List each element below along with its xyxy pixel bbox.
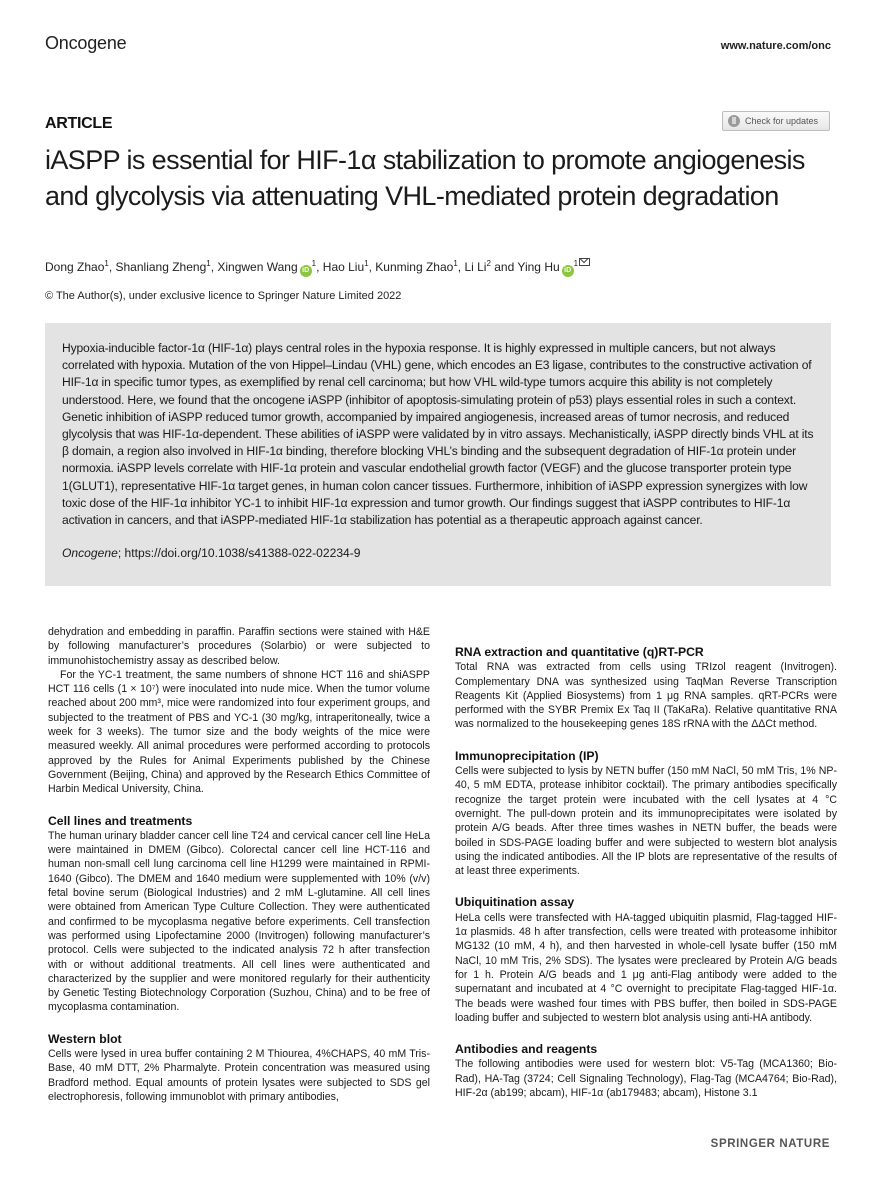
affiliation-number: 1 (364, 259, 369, 268)
affiliation-number: 1 (206, 259, 211, 268)
citation-journal: Oncogene (62, 546, 118, 561)
copyright-notice: © The Author(s), under exclusive licence to Springer Nature Limited 2022 (45, 290, 402, 302)
author-name[interactable]: Dong Zhao (45, 260, 105, 274)
section-heading: Ubiquitination assay (455, 895, 575, 910)
check-for-updates-button[interactable] (722, 111, 830, 131)
author-name[interactable]: Xingwen Wang (217, 260, 298, 274)
section-heading: Western blot (48, 1031, 122, 1046)
body-paragraph: dehydration and embedding in paraffin. Paraffin sections were stained with H&E by following manufacturer’s procedures (Solarbio) or were subjected to immunohistochemistry assay as described below. (48, 626, 430, 667)
journal-site-link[interactable]: www.nature.com/onc (720, 40, 831, 52)
mail-icon[interactable] (579, 258, 590, 266)
section-text: Cells were subjected to lysis by NETN buffer (150 mM NaCl, 50 mM Tris, 1% NP- 40, 5 mM EDTA, protease inhibitor cocktail). The primary antibodies specifically recognize the target protein were incubated with the cell lysates at 4 °C overnight. The pull-down protein and its immunoprecipitates were isolated by protein A/G beads. After three times washes in NETN buffer, the beads were boiled in SDS-PAGE loading buffer and were subjected to western blot analysis using the indicated antibodies. All the IP blots are representative of the results of at least three experiments. (455, 765, 837, 878)
bookmark-icon (728, 115, 740, 127)
author-name[interactable]: Shanliang Zheng (115, 260, 207, 274)
springer-nature-logo: SPRINGER NATURE (710, 1138, 830, 1150)
body-paragraph: For the YC-1 treatment, the same numbers of shnone HCT 116 and shiASPP HCT 116 cells (1 × 10⁷) were inoculated into nude mice. When the tumor volume reached about 200 mm³, mice were randomized into four experiment groups, and subjected to the treatment of PBS and YC-1 (30 mg/kg, intraperitoneally, twice a week for 3 weeks). The tumor size and the body weights of the mice were measured weekly. All animal procedures were performed according to protocols approved by the Rules for Animal Experiments published by the Chinese Government (Beijing, China) and approved by the Research Ethics Committee of Harbin Medical University, China. (48, 668, 430, 796)
author-separator: , (210, 260, 218, 274)
section-heading: RNA extraction and quantitative (q)RT-PCR (455, 645, 704, 659)
section-antibodies (455, 1042, 837, 1100)
section-text: The human urinary bladder cancer cell line T24 and cervical cancer cell line HeLa were maintained in DMEM (Gibco). Colorectal cancer cell line HCT-116 and human non-small cell lung carcinoma cell line H1299 were maintained in RPMI-1640 (Gibco). The DMEM and 1640 medium were supplemented with 10% (v/v) fetal bovine serum (Biological Industries) and 2 mM L-glutamine. All cell lines were obtained from American Type Culture Collection. They were authenticated and confirmed to be mycoplasma negative before experiments. Cell transfection was performed using Lipofectamine 2000 (Invitrogen) following manufacturer’s protocol. Cells were subjected to the indicated analysis 72 h after transfection with or without additional treatments. All cell lines were authenticated and characterized by the supplier and were monitored regularly for their authenticity by Genetic Testing Biotechnology Corporation (Suzhou, China) and to be free of mycoplasma contamination. (48, 829, 430, 1014)
body-column-right (455, 645, 837, 1100)
affiliation-number: 1 (453, 259, 458, 268)
section-text: Total RNA was extracted from cells using TRIzol reagent (Invitrogen). Complementary DNA was synthesized using TaqMan Reverse Transcription Reagents Kit (Applied Biosystems) from 1 μg RNA samples. qRT-PCRs were performed with the SYBR Premix Ex Taq II (TaKaRa). Relative quantitative RNA was normalized to the housekeeping genes 18S rRNA with the ΔΔCt method. (455, 661, 837, 731)
orcid-icon[interactable]: iD (562, 265, 574, 277)
orcid-icon[interactable]: iD (300, 265, 312, 277)
section-rna-extraction (455, 645, 837, 732)
section-text: The following antibodies were used for western blot: V5-Tag (MCA1360; Bio-Rad), HA-Tag (3724; Cell Signaling Technology), Flag-Tag (MCA4764; Bio-Rad), HIF-2α (ab199; abcam), HIF-1α (ab179483; abcam), Histone 3.1 (455, 1058, 837, 1100)
author-separator: , (316, 260, 323, 274)
affiliation-number: 1 (311, 259, 317, 268)
author-name[interactable]: Hao Liu (322, 260, 365, 274)
doi-link[interactable]: ; https://doi.org/10.1038/s41388-022-02234-9 (117, 546, 361, 561)
section-heading: Immunoprecipitation (IP) (455, 748, 599, 763)
author-list (45, 258, 590, 277)
section-immunoprecipitation (455, 749, 837, 879)
article-title: iASPP is essential for HIF-1α stabilization to promote angiogenesis and glycolysis via attenuating VHL-mediated protein degradation (45, 145, 805, 211)
author-separator: , (368, 260, 376, 274)
author-separator: and (490, 260, 518, 274)
section-western-blot (48, 1032, 430, 1104)
citation-line (62, 546, 817, 560)
section-text: HeLa cells were transfected with HA-tagged ubiquitin plasmid, Flag-tagged HIF-1α plasmids. 48 h after transfection, cells were treated with proteasome inhibitor MG132 (10 mM, 4 h), and then harvested in whole-cell lysate buffer (150 mM NaCl, 10 mM Tris, 2% SDS). The lysates were precleared by Protein A/G beads for 1 h. Protein A/G beads and 1 μg anti-Flag antibody were added to the supernatant and incubated at 4 °C overnight to precipitate Flag-tagged HIF-1α. The beads were washed four times with PBS buffer, then boiled in SDS-PAGE loading buffer and subjected to western blot analysis using anti-HA antibody. (455, 911, 837, 1024)
section-heading: Antibodies and reagents (455, 1042, 598, 1057)
author-separator: , (108, 260, 116, 274)
article-type-label: ARTICLE (45, 115, 113, 132)
author-separator: , (457, 260, 465, 274)
abstract-text: Hypoxia-inducible factor-1α (HIF-1α) plays central roles in the hypoxia response. It is highly expressed in multiple cancers, but not always correlated with hypoxia. Mutation of the von Hippel–Lindau (VHL) gene, which encodes an E3 ligase, contributes to the constructive activation of HIF-1α in specific tumor types, as exemplified by renal cell carcinoma; but how VHL wild-type tumors acquire this ability is not completely understood. Here, we found that the oncogene iASPP (inhibitor of apoptosis-simulating protein of p53) plays essential roles in such a context. Genetic inhibition of iASPP reduced tumor growth, accompanied by impaired angiogenesis, increased areas of tumor necrosis, and reduced glycolysis that was HIF-1α-dependent. These abilities of iASPP were validated by in vitro assays. Mechanistically, iASPP directly binds VHL at its β domain, a region also involved in HIF-1α binding, therefore blocking VHL’s binding and the subsequent degradation of HIF-1α protein under normoxia. iASPP levels correlate with HIF-1α protein and vascular endothelial growth factor (VEGF) and the glucose transporter protein type 1(GLUT1), representative HIF-1α target genes, in human colon cancer tissues. Furthermore, inhibition of iASPP expression synergizes with low toxic dose of the HIF-1α inhibitor YC-1 to inhibit HIF-1α expression and tumor growth. Our findings suggest that iASPP contributes to HIF-1α activation in cancers, and that iASPP-mediated HIF-1α stabilization has potential as a therapeutic approach against cancer. (62, 341, 814, 528)
affiliation-number: 1 (104, 259, 109, 268)
section-ubiquitination (455, 895, 837, 1025)
affiliation-number: 1 (573, 259, 579, 268)
author-name[interactable]: Kunming Zhao (375, 260, 454, 274)
body-column-left (48, 625, 430, 1104)
affiliation-number: 2 (486, 259, 491, 268)
abstract-box (45, 323, 831, 586)
section-heading: Cell lines and treatments (48, 813, 193, 828)
author-name[interactable]: Li Li (464, 260, 487, 274)
section-text: Cells were lysed in urea buffer containing 2 M Thiourea, 4%CHAPS, 40 mM Tris-Base, 40 mM DTT, 2% Pharmalyte. Protein concentration was measured using Bradford method. Equal amounts of protein lysates were subjected to SDS gel electrophoresis, following immunoblot with primary antibodies, (48, 1048, 430, 1103)
check-for-updates-label: Check for updates (745, 116, 819, 126)
section-cell-lines (48, 814, 430, 1015)
journal-name: Oncogene (45, 33, 127, 53)
author-name[interactable]: Ying Hu (517, 260, 560, 274)
